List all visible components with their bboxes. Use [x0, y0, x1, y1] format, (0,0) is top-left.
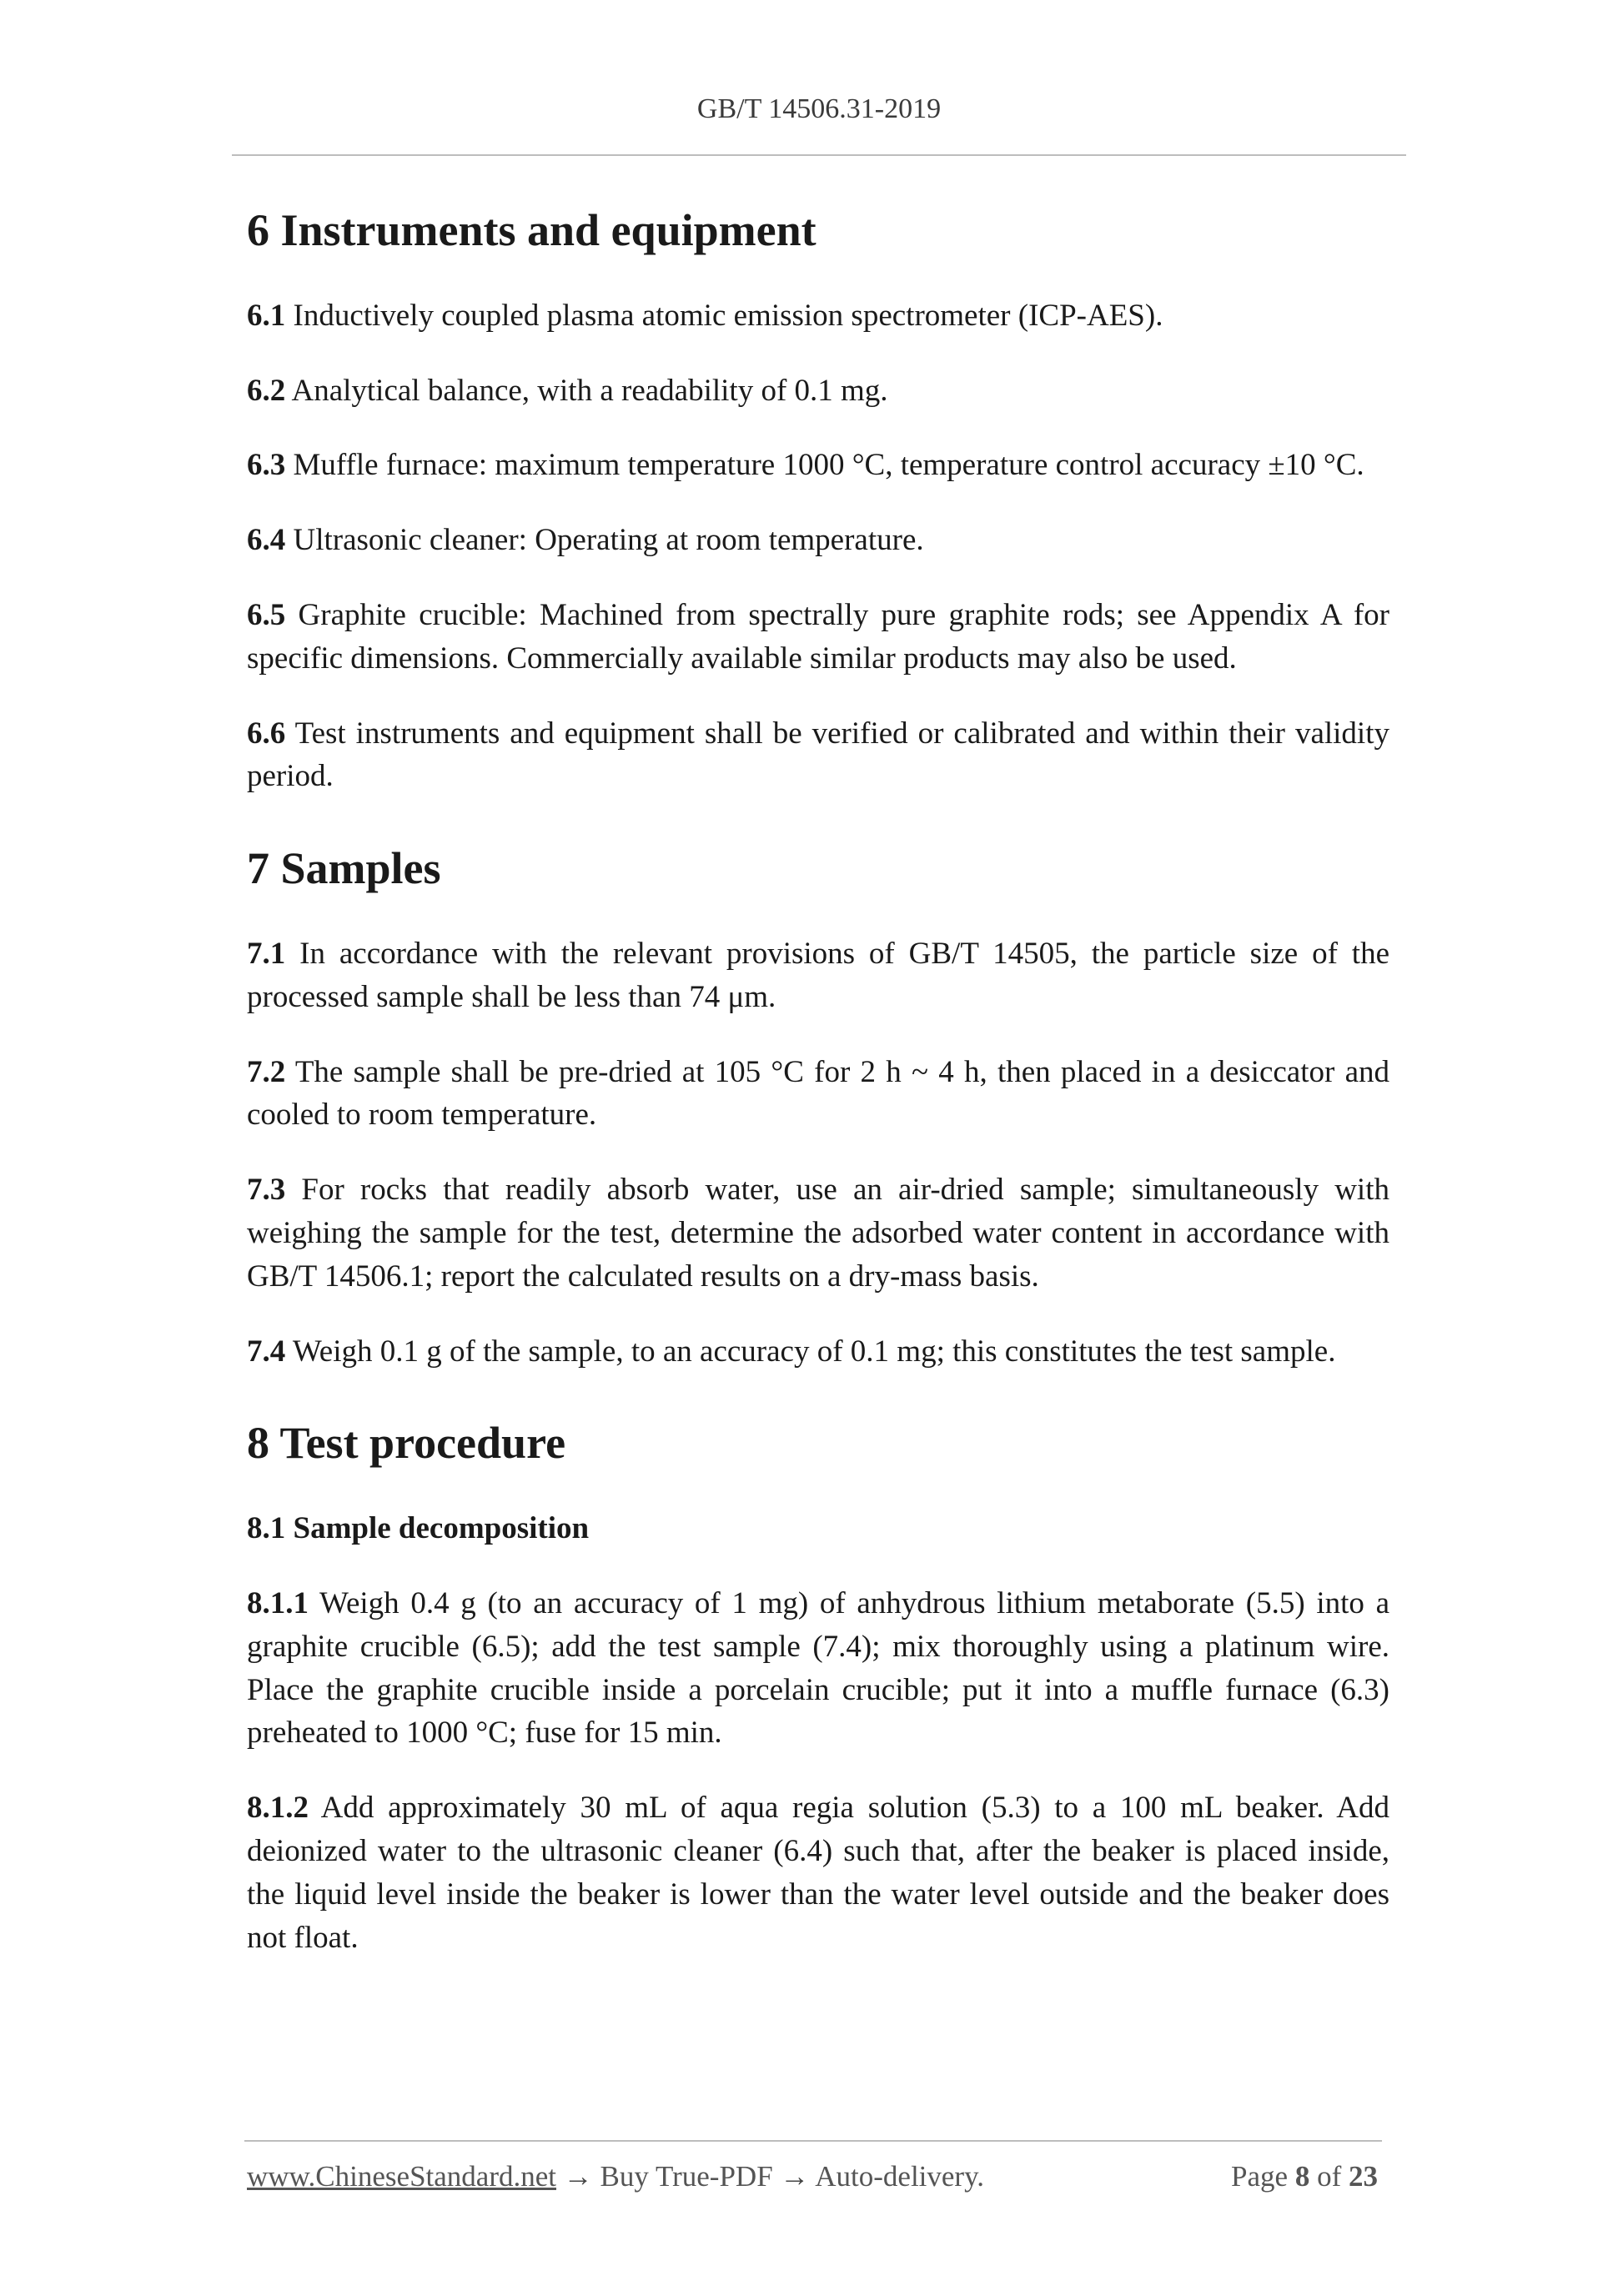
section-6-heading: 6 Instruments and equipment — [247, 205, 817, 255]
footer-promo — [247, 2160, 984, 2193]
clause-number: 7.2 — [247, 1054, 286, 1089]
clause-7-1 — [247, 932, 1389, 1019]
clause-text: For rocks that readily absorb water, use an air-dried sample; simultaneously with weighing the sample for the test, determine the adsorbed water content in accordance with GB/T 14506.1; report the calculated results on a dry-mass basis. — [247, 1173, 1389, 1294]
clause-text: In accordance with the relevant provisions of GB/T 14505, the particle size of the processed sample shall be less than 74 μm. — [247, 936, 1389, 1014]
clause-number: 6.2 — [247, 373, 286, 408]
clause-number: 8.1.1 — [247, 1585, 309, 1620]
clause-number: 8.1.2 — [247, 1791, 309, 1826]
subsection-8-1-heading: 8.1 Sample decomposition — [247, 1511, 590, 1546]
arrow-right-icon: → — [563, 2160, 593, 2193]
clause-text: Inductively coupled plasma atomic emission spectrometer (ICP-AES). — [293, 298, 1163, 333]
clause-number: 6.4 — [247, 523, 286, 558]
section-8-heading: 8 Test procedure — [247, 1418, 566, 1469]
clause-number: 6.1 — [247, 298, 286, 333]
clause-7-3 — [247, 1168, 1389, 1298]
arrow-right-icon: → — [780, 2160, 810, 2193]
clause-text: Weigh 0.1 g of the sample, to an accuracy of 0.1 mg; this constitutes the test sample. — [292, 1334, 1336, 1369]
clause-text: Analytical balance, with a readability of 0.1 mg. — [291, 373, 888, 408]
clause-text: Muffle furnace: maximum temperature 1000 °C, temperature control accuracy ±10 °C. — [293, 448, 1364, 483]
clause-7-4 — [247, 1330, 1389, 1374]
clause-number: 7.3 — [247, 1173, 286, 1208]
clause-text: The sample shall be pre-dried at 105 °C for 2 h ~ 4 h, then placed in a desiccator and cooled to room temperature. — [247, 1054, 1389, 1133]
clause-number: 6.6 — [247, 716, 286, 751]
page-content — [247, 192, 1389, 1959]
page-number — [1231, 2160, 1378, 2193]
clause-6-5 — [247, 594, 1389, 681]
clause-text: Test instruments and equipment shall be verified or calibrated and within their validity period. — [247, 716, 1389, 794]
clause-number: 6.5 — [247, 597, 286, 632]
page-total: 23 — [1349, 2160, 1378, 2193]
page-current: 8 — [1294, 2160, 1310, 2193]
clause-text: Weigh 0.4 g (to an accuracy of 1 mg) of anhydrous lithium metaborate (5.5) into a graphite crucible (6.5); add the test sample (7.4); mix thoroughly using a platinum wire. Place the graphite crucible inside a porcelain crucible; put it into a muffle furnace (6.3) preheated to 1000 °C; fuse for 15 min. — [247, 1585, 1389, 1751]
delivery-text: Auto-delivery. — [815, 2160, 985, 2193]
clause-6-1 — [247, 294, 1389, 338]
clause-number: 6.3 — [247, 448, 286, 483]
clause-6-6 — [247, 712, 1389, 799]
header-divider — [232, 154, 1406, 156]
of-label: of — [1317, 2160, 1342, 2193]
clause-text: Add approximately 30 mL of aqua regia solution (5.3) to a 100 mL beaker. Add deionized water to the ultrasonic cleaner (6.4) such that, after the beaker is placed inside, the liquid level inside the beaker is lower than the water level outside and the beaker does not float. — [247, 1791, 1389, 1955]
website-link[interactable]: www.ChineseStandard.net — [247, 2160, 556, 2193]
clause-number: 7.4 — [247, 1334, 286, 1369]
clause-6-4 — [247, 519, 1389, 562]
clause-text: Ultrasonic cleaner: Operating at room temperature. — [293, 523, 924, 558]
running-header: GB/T 14506.31-2019 — [696, 93, 942, 124]
footer-divider — [244, 2140, 1382, 2142]
page-label: Page — [1231, 2160, 1289, 2193]
buy-text: Buy True-PDF — [600, 2160, 773, 2193]
clause-text: Graphite crucible: Machined from spectrally pure graphite rods; see Appendix A for specific dimensions. Commercially available similar products may also be used. — [247, 597, 1389, 676]
clause-8-1-2 — [247, 1786, 1389, 1959]
section-7-heading: 7 Samples — [247, 843, 441, 894]
clause-number: 7.1 — [247, 936, 286, 971]
clause-6-2 — [247, 369, 1389, 413]
clause-6-3 — [247, 444, 1389, 487]
clause-7-2 — [247, 1051, 1389, 1138]
clause-8-1-1 — [247, 1582, 1389, 1755]
